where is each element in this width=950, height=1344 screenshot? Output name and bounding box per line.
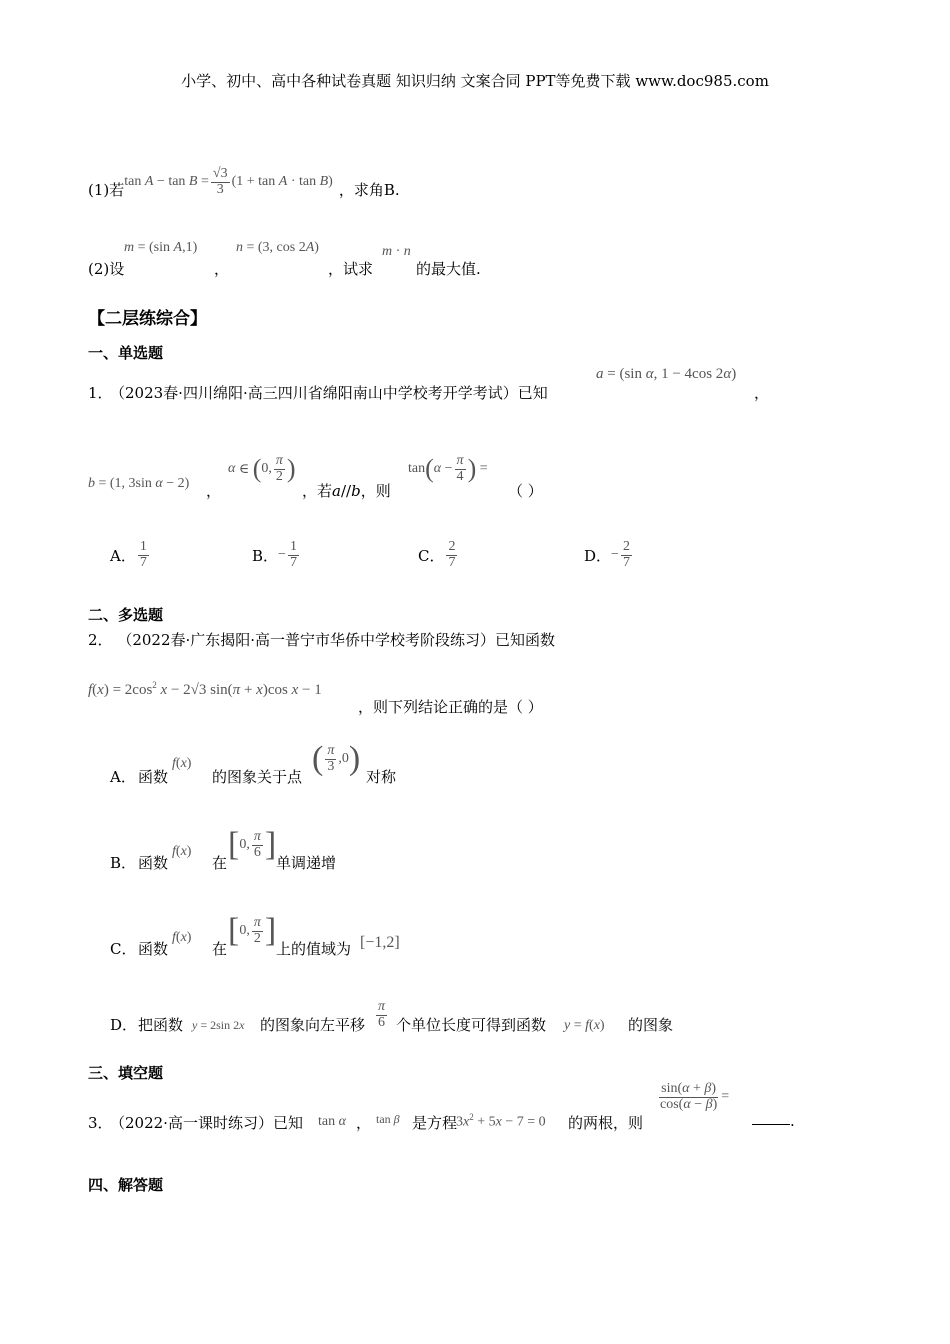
q1-option-c-value: $\frac{2}{7}$ [448, 539, 456, 570]
q3-mid2: 的两根，则 [568, 1114, 644, 1132]
q2-option-b-f: f(x) [172, 844, 192, 859]
q2-option-c-mid: 在 [212, 940, 228, 958]
part-2-mn: m · n [382, 244, 411, 259]
q1-option-a[interactable] [110, 540, 151, 570]
q3-comma: ， [356, 1114, 372, 1132]
q2-option-c-f: f(x) [172, 930, 192, 945]
q2-option-d-shift: $\frac{\pi}{6}$ [378, 999, 386, 1030]
q2-option-d-mid: 的图象向左平移 [260, 1016, 366, 1034]
q3-tan-alpha: tan α [318, 1114, 346, 1129]
part-2-label: (2)设 [88, 260, 125, 278]
q1-paren: （ ） [508, 482, 543, 500]
q1-line2 [88, 450, 608, 506]
q1-option-b-label: B． [252, 546, 279, 565]
q3-line [88, 1082, 808, 1134]
q2-option-d-target: y = f(x) [564, 1018, 605, 1033]
part-1-label: (1)若 [88, 180, 125, 199]
q1-ask: tan ( α − $\frac{\pi}{4}$ ) = [408, 453, 488, 484]
q2-function: $f(x) = 2\cos^2$ x − 2√3 sin(π + x)cos x − 1 [88, 680, 322, 698]
page-header: 小学、初中、高中各种试卷真题 知识归纳 文案合同 PPT等免费下载 www.doc985.com [181, 72, 769, 90]
section-title: 【二层练综合】 [88, 309, 207, 329]
q2-option-d-post: 个单位长度可得到函数 [396, 1016, 547, 1034]
q1-alpha-range: α ∈ ( 0, $\frac{\pi}{2}$ ) [228, 453, 296, 484]
q2-option-c-label: C． [110, 940, 137, 958]
q3-number: 3． [88, 1114, 113, 1132]
q1-comma: ， [754, 384, 770, 402]
q1-option-b[interactable] [252, 540, 301, 570]
section-multi-choice: 二、多选题 [88, 606, 164, 624]
q1-condition: ，若a//b，则 [302, 482, 391, 500]
section-answer: 四、解答题 [88, 1176, 164, 1194]
part-2-tail: 的最大值. [416, 260, 481, 278]
q2-option-b-pre: 函数 [138, 854, 169, 872]
q2-source: （2022春·广东揭阳·高一普宁市华侨中学校考阶段练习）已知函数 [117, 631, 556, 649]
q2-option-a-pre: 函数 [138, 768, 169, 786]
q3-tan-beta: tan β [376, 1112, 400, 1126]
q2-option-d-func: y = 2sin 2x [192, 1018, 245, 1032]
q1-number: 1． [88, 384, 113, 402]
q1-a-vector: a = (sin α, 1 − 4cos 2α) [596, 366, 737, 382]
q2-option-b-label: B． [110, 854, 137, 872]
q2-option-c-pre: 函数 [138, 940, 169, 958]
q3-end: . [790, 1112, 795, 1130]
part-2-m-vector: m = (sin A,1) [124, 240, 198, 255]
part-1 [88, 157, 400, 207]
q2-option-a-mid: 的图象关于点 [212, 768, 303, 786]
q1-option-b-value: − $\frac{1}{7}$ [278, 539, 297, 570]
q1-option-d-label: D． [584, 546, 612, 565]
part-1-tail: ，求角B. [338, 180, 400, 199]
q2-option-c-post: 上的值域为 [276, 940, 352, 958]
q1-source: （2023春·四川绵阳·高三四川省绵阳南山中学校考开学考试）已知 [110, 384, 548, 402]
q2-option-c-interval: [ 0, $\frac{\pi}{2}$ ] [228, 912, 277, 949]
part-2-n-vector: n = (3, cos 2A) [236, 240, 319, 255]
q1-option-d-value: − $\frac{2}{7}$ [611, 539, 630, 570]
q2-option-b-interval: [ 0, $\frac{\pi}{6}$ ] [228, 826, 277, 863]
q1-option-c-label: C． [418, 546, 445, 565]
part-2-comma: ， [214, 260, 230, 278]
q1-comma-2: ， [206, 482, 222, 500]
part-1-formula: tan A − tan B = $\frac{√3}{3}$ (1 + tan A · tan B ) [124, 165, 333, 197]
q2-number: 2． [88, 631, 113, 649]
section-fill-blank: 三、填空题 [88, 1064, 164, 1082]
section-single-choice: 一、单选题 [88, 344, 164, 362]
q2-option-a-point: ( $\frac{\pi}{3}$ ,0 ) [312, 740, 361, 777]
q2-option-d-pre: 把函数 [138, 1016, 184, 1034]
q2-option-b-post: 单调递增 [276, 854, 337, 872]
q2-option-a-label: A． [110, 768, 136, 786]
q3-expression: $\frac{\sin(\alpha + \beta)}{\cos(\alpha - \beta)}$ = [660, 1081, 730, 1112]
q1-b-vector: b = (1, 3sin α − 2) [88, 476, 190, 491]
q3-mid: 是方程 [412, 1114, 458, 1132]
q2-option-d-label: D． [110, 1016, 138, 1034]
q2-line1 [88, 629, 555, 650]
q2-option-d-end: 的图象 [628, 1016, 674, 1034]
q1-option-c[interactable] [418, 540, 459, 570]
q3-source: （2022·高一课时练习）已知 [110, 1114, 303, 1132]
q1-option-a-label: A． [110, 546, 136, 565]
q1-option-d[interactable] [584, 540, 634, 570]
q2-option-a-post: 对称 [366, 768, 397, 786]
q3-answer-blank[interactable] [752, 1112, 790, 1125]
q2-ask: ，则下列结论正确的是（ ） [358, 698, 543, 716]
q1-option-a-value: $\frac{1}{7}$ [139, 539, 147, 570]
q3-equation: $3x^2 + 5x - 7 = 0$ [456, 1112, 546, 1130]
part-2-mid: ，试求 [328, 260, 374, 278]
q2-option-c-range: [−1,2] [360, 934, 400, 951]
q2-option-b-mid: 在 [212, 854, 228, 872]
q2-option-a-f: f(x) [172, 756, 192, 771]
